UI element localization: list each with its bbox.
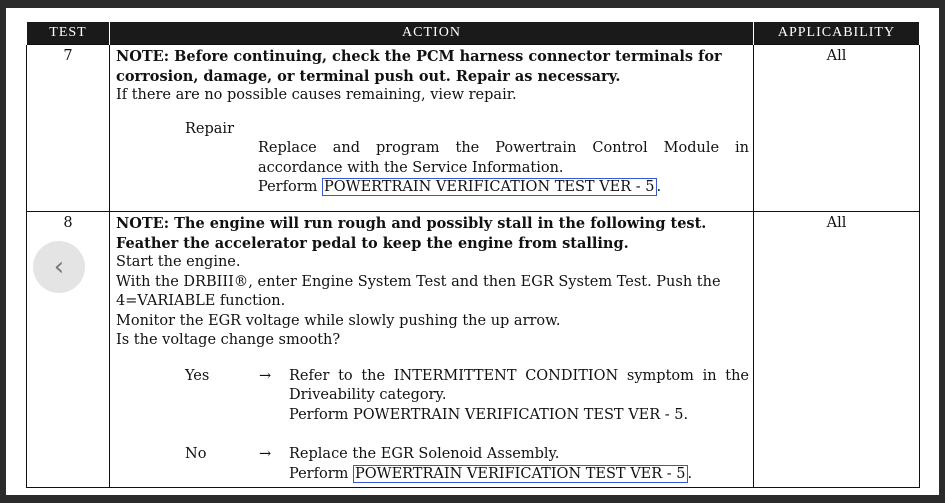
- option-yes: [116, 367, 749, 426]
- diagnostic-test-table: [26, 22, 920, 488]
- action-line: Monitor the EGR voltage while slowly pushing the up arrow.: [116, 312, 561, 329]
- option-text: [289, 367, 749, 426]
- verification-test-link[interactable]: POWERTRAIN VERIFICATION TEST VER - 5: [355, 465, 686, 482]
- note-text: NOTE: The engine will run rough and possibly stall in the following test. Feather the accelerator pedal to keep the engine from stalling.: [116, 215, 707, 252]
- action-line: With the DRBIII®, enter Engine System Test and then EGR System Test. Push the 4=VARIABLE function.: [116, 273, 721, 309]
- table-row: [27, 45, 920, 212]
- action-line: If there are no possible causes remaining, view repair.: [116, 87, 517, 103]
- action-line: Is the voltage change smooth?: [116, 332, 341, 348]
- option-text: [289, 445, 749, 484]
- test-number: 7: [27, 45, 110, 212]
- repair-body: [116, 139, 749, 198]
- header-test: TEST: [27, 22, 110, 45]
- option-no: [116, 445, 749, 484]
- viewer-frame-bottom: [0, 495, 945, 503]
- option-instruction: Replace the EGR Solenoid Assembly.: [289, 446, 560, 462]
- back-button[interactable]: [33, 241, 85, 293]
- verification-test-link[interactable]: POWERTRAIN VERIFICATION TEST VER - 5: [324, 179, 655, 195]
- table-header-row: [27, 22, 920, 45]
- viewer-frame-top: [0, 0, 945, 8]
- action-line: Start the engine.: [116, 254, 241, 270]
- repair-label: Repair: [185, 120, 234, 137]
- repair-text: Replace and program the Powertrain Control Module in accordance with the Service Information.: [258, 140, 749, 176]
- header-action: ACTION: [110, 22, 754, 45]
- table-row: [27, 212, 920, 488]
- viewer-frame-right: [939, 0, 945, 503]
- action-cell: [110, 212, 754, 488]
- chevron-left-icon: ‹: [53, 252, 65, 282]
- action-cell: [110, 45, 754, 212]
- option-key: Yes: [185, 367, 210, 384]
- note-text: NOTE: Before continuing, check the PCM harness connector terminals for corrosion, damage, or terminal push out. Repair as necessary.: [116, 48, 722, 85]
- perform-prefix: Perform: [258, 179, 323, 195]
- viewer-frame-left: [0, 0, 6, 503]
- option-key: No: [185, 446, 207, 462]
- applicability-value: All: [754, 212, 920, 488]
- perform-suffix: .: [656, 179, 662, 195]
- header-applicability: APPLICABILITY: [754, 22, 920, 45]
- arrow-right-icon: →: [259, 446, 272, 462]
- test-number: 8: [27, 212, 110, 488]
- option-instruction: Refer to the INTERMITTENT CONDITION symptom in the Driveability category.: [289, 367, 749, 403]
- perform-prefix: Perform: [289, 465, 354, 482]
- perform-suffix: .: [687, 465, 693, 482]
- arrow-right-icon: →: [259, 367, 272, 384]
- applicability-value: All: [754, 45, 920, 212]
- perform-plain: POWERTRAIN VERIFICATION TEST VER - 5.: [353, 406, 689, 423]
- perform-prefix: Perform: [289, 406, 354, 423]
